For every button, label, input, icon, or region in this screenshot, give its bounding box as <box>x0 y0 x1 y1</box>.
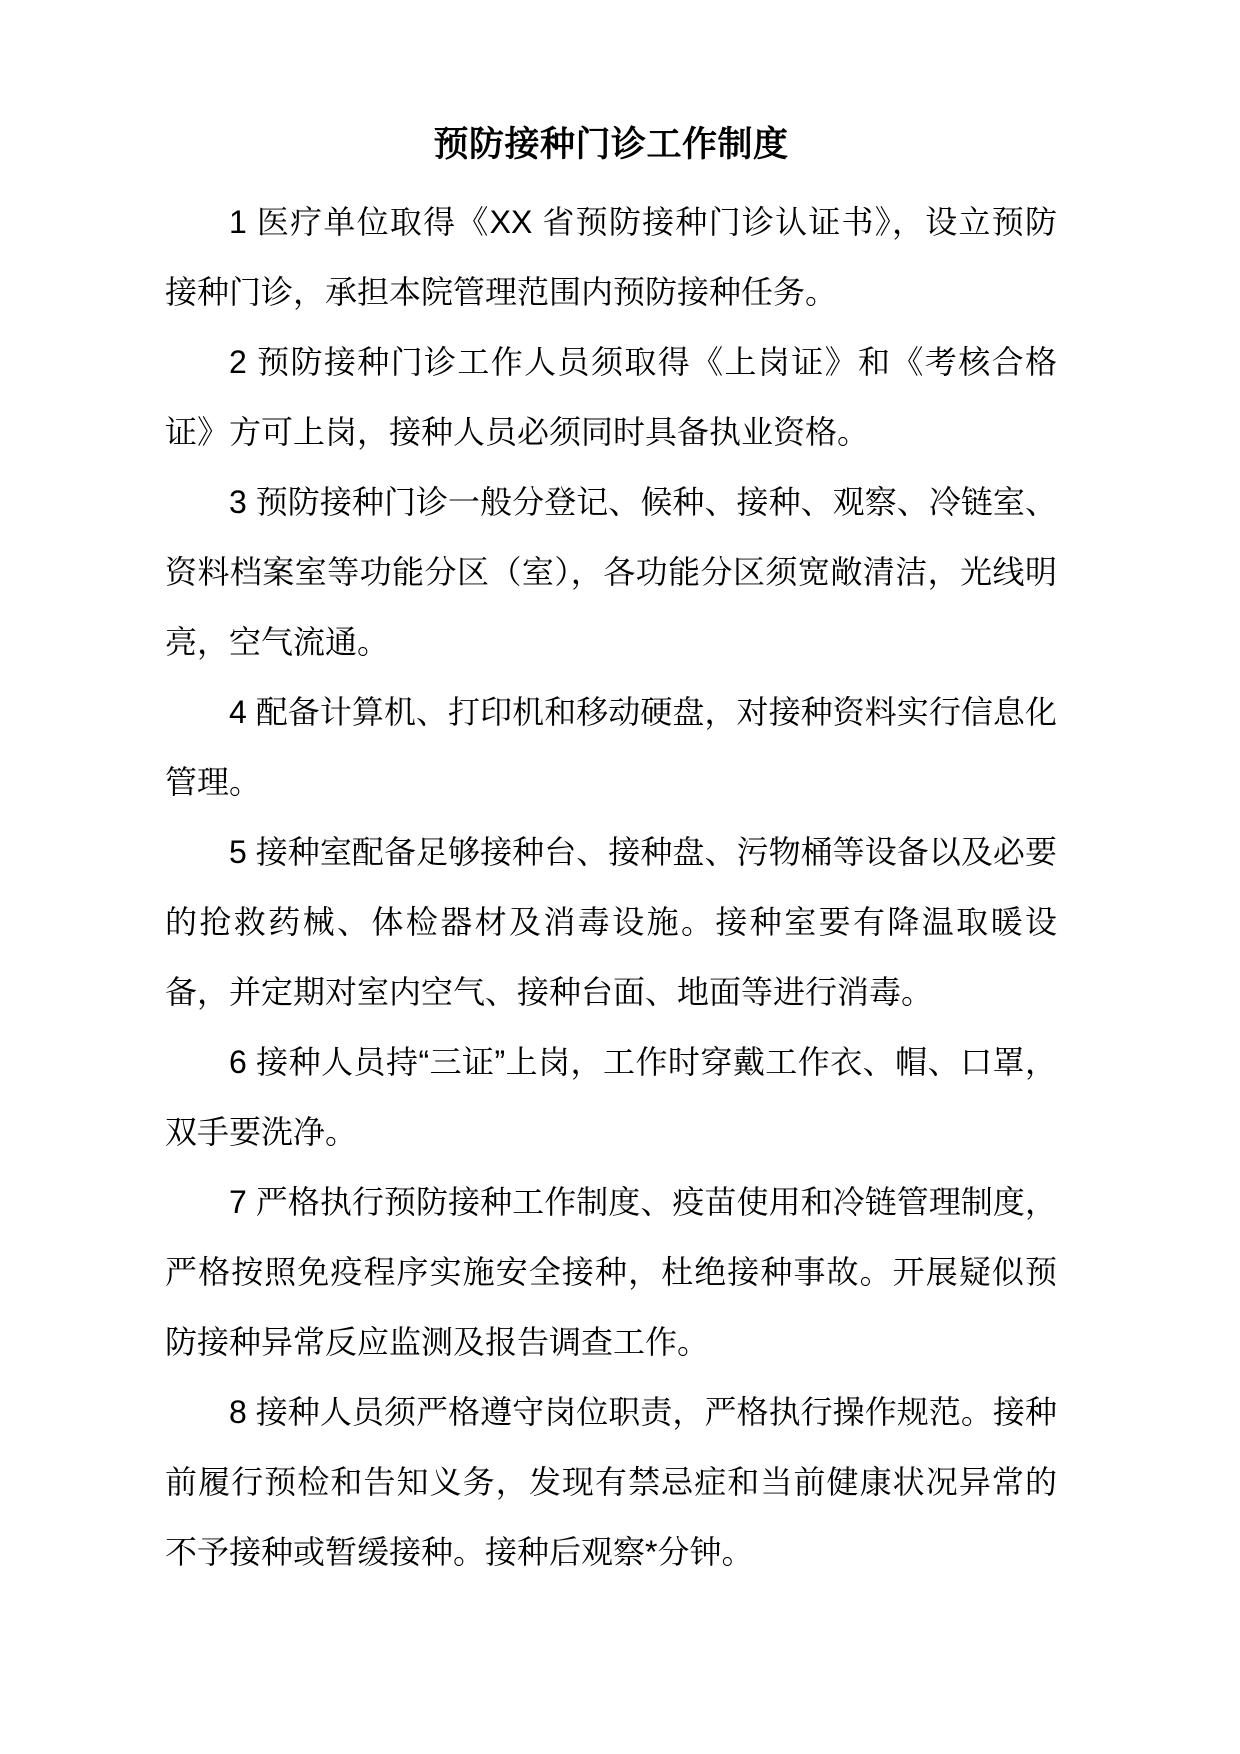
document-body <box>165 120 1057 1587</box>
paragraph-7: 7 严格执行预防接种工作制度、疫苗使用和冷链管理制度，严格按照免疫程序实施安全接种，杜绝接种事故。开展疑似预防接种异常反应监测及报告调查工作。 <box>165 1183 1057 1360</box>
paragraph-5: 5 接种室配备足够接种台、接种盘、污物桶等设备以及必要的抢救药械、体检器材及消毒设施。接种室要有降温取暖设备，并定期对室内空气、接种台面、地面等进行消毒。 <box>165 833 1057 1010</box>
paragraph-6: 6 接种人员持“三证”上岗，工作时穿戴工作衣、帽、口罩，双手要洗净。 <box>165 1043 1057 1150</box>
paragraph-1: 1 医疗单位取得《XX 省预防接种门诊认证书》，设立预防接种门诊，承担本院管理范围内预防接种任务。 <box>165 203 1057 310</box>
paragraph-2: 2 预防接种门诊工作人员须取得《上岗证》和《考核合格证》方可上岗，接种人员必须同时具备执业资格。 <box>165 343 1057 450</box>
page-title: 预防接种门诊工作制度 <box>433 125 789 164</box>
paragraph-8: 8 接种人员须严格遵守岗位职责，严格执行操作规范。接种前履行预检和告知义务，发现有禁忌症和当前健康状况异常的不予接种或暂缓接种。接种后观察*分钟。 <box>165 1393 1057 1570</box>
paragraph-4: 4 配备计算机、打印机和移动硬盘，对接种资料实行信息化管理。 <box>165 693 1057 800</box>
paragraph-3: 3 预防接种门诊一般分登记、候种、接种、观察、冷链室、资料档案室等功能分区（室），各功能分区须宽敞清洁，光线明亮，空气流通。 <box>165 483 1057 660</box>
